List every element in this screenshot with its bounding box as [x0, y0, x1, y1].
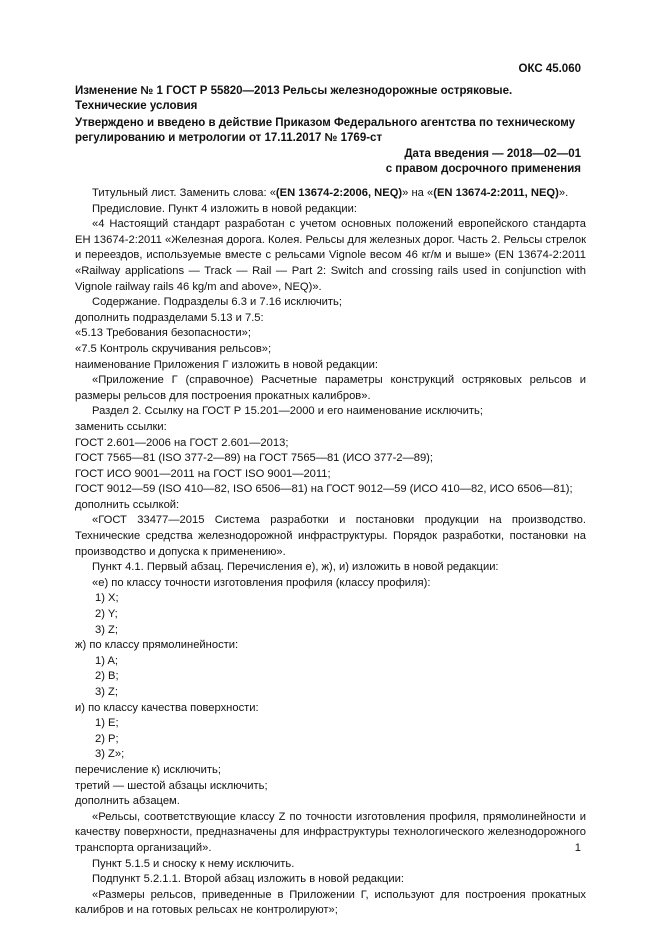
paragraph: Пункт 5.1.5 и сноску к нему исключить.	[92, 857, 295, 870]
document-body	[75, 186, 586, 919]
paragraph: дополнить абзацем.	[75, 795, 180, 808]
paragraph: ГОСТ 2.601—2006 на ГОСТ 2.601—2013;	[75, 436, 289, 449]
paragraph: третий — шестой абзацы исключить;	[75, 779, 268, 792]
paragraph: ГОСТ ИСО 9001—2011 на ГОСТ ISO 9001—2011;	[75, 467, 331, 480]
list-heading: и) по классу качества поверхности:	[75, 701, 259, 714]
amendment-title: Изменение № 1 ГОСТ Р 55820—2013 Рельсы железнодорожные остряковые. Технические условия	[75, 85, 513, 113]
list-item: 1) E;	[95, 717, 119, 730]
page-number: 1	[574, 842, 581, 855]
paragraph: «Размеры рельсов, приведенные в Приложении Г, используют для построения прокатных калибров и на готовых рельсах не контролируют»;	[75, 888, 586, 917]
paragraph: ГОСТ 9012—59 (ISO 410—82, ISO 6506—81) на ГОСТ 9012—59 (ИСО 410—82, ИСО 6506—81);	[75, 483, 573, 496]
paragraph: дополнить ссылкой:	[75, 498, 180, 511]
paragraph: заменить ссылки:	[75, 420, 167, 433]
paragraph: Предисловие. Пункт 4 изложить в новой редакции:	[92, 202, 358, 215]
paragraph: наименование Приложения Г изложить в новой редакции:	[75, 358, 378, 371]
paragraph: «Рельсы, соответствующие классу Z по точности изготовления профиля, прямолинейности и качеству поверхности, предназначены для инфраструктуры технологического железнодорожного транспорта организаций».	[75, 810, 586, 854]
list-item: 3) Z»;	[95, 748, 125, 761]
paragraph: Раздел 2. Ссылку на ГОСТ Р 15.201—2000 и его наименование исключить;	[92, 405, 483, 418]
paragraph: Подпункт 5.2.1.1. Второй абзац изложить в новой редакции:	[92, 873, 404, 886]
list-item: 2) B;	[95, 670, 119, 683]
paragraph: «5.13 Требования безопасности»;	[75, 327, 251, 340]
paragraph: перечисление к) исключить;	[75, 763, 221, 776]
list-item: 2) P;	[95, 732, 119, 745]
early-application-note: с правом досрочного применения	[385, 163, 581, 175]
paragraph: Пункт 4.1. Первый абзац. Перечисления е), ж), и) изложить в новой редакции:	[92, 561, 499, 574]
paragraph: ГОСТ 7565—81 (ISO 377-2—89) на ГОСТ 7565—81 (ИСО 377-2—89);	[75, 452, 433, 465]
paragraph: «Приложение Г (справочное) Расчетные параметры конструкций остряковых рельсов и размеры рельсов для построения прокатных калибров».	[75, 374, 586, 402]
list-item: 2) Y;	[95, 608, 118, 621]
list-item: 1) X;	[95, 592, 119, 605]
paragraph: Титульный лист. Заменить слова: «(EN 13674-2:2006, NEQ)» на «(EN 13674-2:2011, NEQ)».	[92, 187, 569, 199]
introduction-date: Дата введения — 2018—02—01	[404, 148, 581, 160]
paragraph: «7.5 Контроль скручивания рельсов»;	[75, 342, 272, 355]
approval-statement: Утверждено и введено в действие Приказом Федерального агентства по техническому регулированию и метрологии от 17.11.2017 № 1769-ст	[75, 117, 576, 145]
oks-code: ОКС 45.060	[518, 63, 581, 75]
list-item: 3) Z;	[95, 686, 118, 698]
list-heading: «е) по классу точности изготовления профиля (классу профиля):	[92, 576, 431, 589]
list-item: 1) A;	[95, 654, 119, 667]
paragraph: «ГОСТ 33477—2015 Система разработки и постановки продукции на производство. Технические средства железнодорожной инфраструктуры. Порядок разработки, постановки на производство и допуска к применению».	[75, 514, 586, 558]
paragraph: «4 Настоящий стандарт разработан с учетом основных положений европейского стандарта ЕН 13674-2:2011 «Железная дорога. Колея. Рельсы для железных дорог. Часть 2. Рельсы стрелок и переездов, используемые вместе с рельсами Vignole весом 46 кг/м и выше» (EN 13674-2:2011 «Railway applications — Track — Rail — Part 2: Switch and crossing rails used in conjunction with Vignole railway rails 46 kg/m and above», NEQ)».	[75, 218, 586, 293]
list-item: 3) Z;	[95, 623, 118, 636]
paragraph: дополнить подразделами 5.13 и 7.5:	[75, 311, 264, 324]
paragraph: Содержание. Подразделы 6.3 и 7.16 исключить;	[92, 296, 342, 309]
list-heading: ж) по классу прямолинейности:	[75, 639, 239, 652]
